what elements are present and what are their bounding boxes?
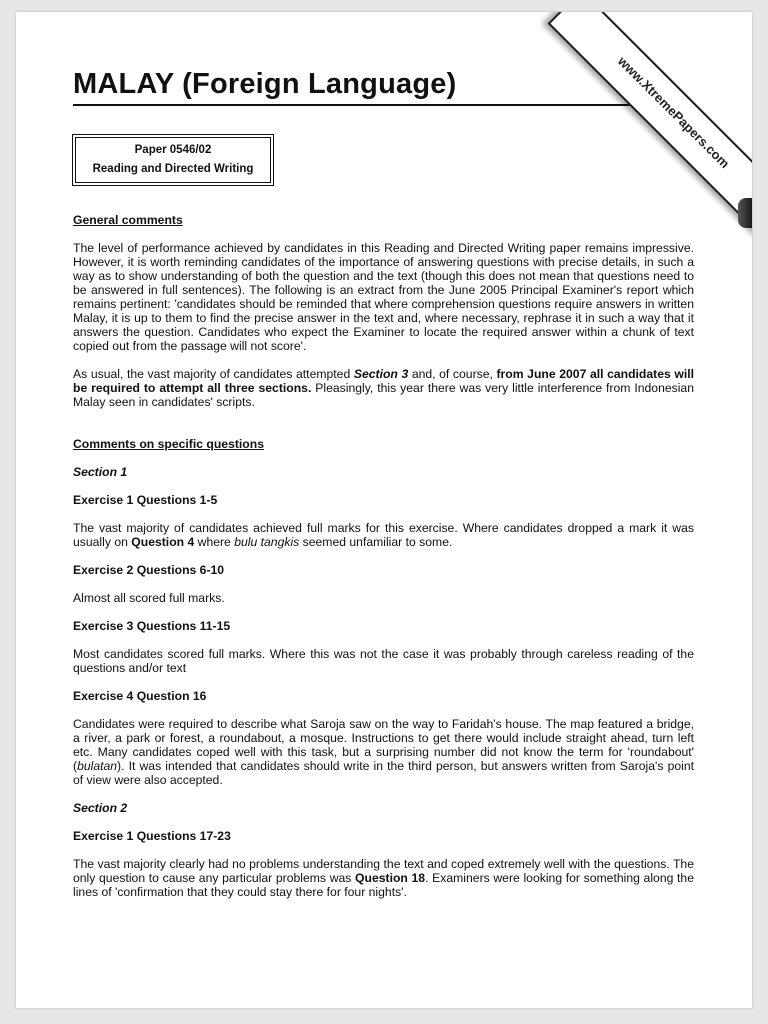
exercise-2-text: Almost all scored full marks. xyxy=(73,591,225,605)
paper-info-inner xyxy=(75,137,271,183)
watermark-ribbon-area xyxy=(492,12,752,242)
document-page xyxy=(16,12,752,1008)
page-title: MALAY (Foreign Language) xyxy=(73,68,457,100)
section-2-exercise-1-heading: Exercise 1 Questions 17-23 xyxy=(73,829,231,843)
watermark-text: www.XtremePapers.com xyxy=(614,53,733,172)
report-body xyxy=(73,213,694,899)
general-paragraph-1: The level of performance achieved by candidates in this Reading and Directed Writing paper remains impressive. However, it is worth reminding candidates of the importance of answering questions with precise details, in such a way as to show understanding of both the question and the text (though this does not mean that questions need to be answered in full sentences). The following is an extract from the June 2005 Principal Examiner's report which remains pertinent: 'candidates should be reminded that where comprehension questions require answers in written Malay, it is up to them to find the precise answer in the text and, where necessary, rephrase it in such a way that it answers the question. Candidates who expect the Examiner to locate the required answer within a chunk of text copied out from the passage will not score'. xyxy=(73,241,694,353)
exercise-1-text: The vast majority of candidates achieved full marks for this exercise. Where candidates dropped a mark it was usually on Question 4 where bulu tangkis seemed unfamiliar to some. xyxy=(73,521,694,549)
paper-code: Paper 0546/02 xyxy=(134,144,212,156)
exercise-2-heading: Exercise 2 Questions 6-10 xyxy=(73,563,225,577)
ribbon-curl-right xyxy=(738,198,752,228)
general-paragraph-2: As usual, the vast majority of candidates attempted Section 3 and, of course, from June 2007 all candidates will be required to attempt all three sections. Pleasingly, this year there was very little interference from Indonesian Malay seen in candidates' scripts. xyxy=(73,367,695,409)
exercise-4-heading: Exercise 4 Question 16 xyxy=(73,689,207,703)
section-1-heading: Section 1 xyxy=(73,465,128,479)
watermark-ribbon xyxy=(548,12,752,238)
section-2-exercise-1-text: The vast majority clearly had no problems understanding the text and coped extremely well with the questions. The only question to cause any particular problems was Question 18. Examiners were looking for something along the lines of 'confirmation that they could stay there for four nights'. xyxy=(73,857,694,899)
section-2-heading: Section 2 xyxy=(73,801,128,815)
general-comments-heading: General comments xyxy=(73,213,183,227)
specific-comments-heading: Comments on specific questions xyxy=(73,437,264,451)
exercise-4-text: Candidates were required to describe what Saroja saw on the way to Faridah's house. The map featured a bridge, a river, a park or forest, a roundabout, a mosque. Instructions to get there would include straight ahead, turn left etc. Many candidates coped well with this task, but a surprising number did not know the term for 'roundabout' (bulatan). It was intended that candidates should write in the third person, but answers written from Saroja's point of view were also accepted. xyxy=(73,717,694,787)
exercise-3-text: Most candidates scored full marks. Where this was not the case it was probably through careless reading of the questions and/or text xyxy=(73,647,694,675)
paper-name: Reading and Directed Writing xyxy=(92,163,254,175)
paper-info-box xyxy=(72,134,274,186)
exercise-1-heading: Exercise 1 Questions 1-5 xyxy=(73,493,218,507)
exercise-3-heading: Exercise 3 Questions 11-15 xyxy=(73,619,231,633)
